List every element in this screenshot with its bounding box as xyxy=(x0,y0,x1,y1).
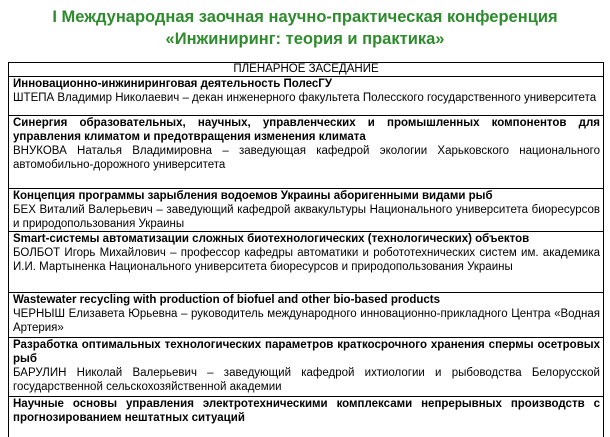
conference-title-line1: I Международная заочная научно-практическая конференция xyxy=(52,8,558,26)
talk-row xyxy=(9,232,603,293)
talk-title: Инновационно-инжиниринговая деятельность ПолесГУ xyxy=(13,78,332,90)
talk-row xyxy=(9,189,603,232)
talk-row xyxy=(9,77,603,116)
talk-title: Научные основы управления электротехническими комплексами непрерывных производств с прогнозированием нештатных ситуаций xyxy=(13,398,600,424)
talk-speaker: ВНУКОВА Наталья Владимировна – заведующая кафедрой экологии Харьковского национального автомобильно-дорожного университета xyxy=(13,145,600,171)
talk-title: Разработка оптимальных технологических параметров краткосрочного хранения спермы осетровых рыб xyxy=(13,339,600,365)
talk-speaker: БОЛБОТ Игорь Михайлович – профессор кафедры автоматики и робототехнических систем им. академика И.И. Мартыненка Национального университета биоресурсов и природопользования Украины xyxy=(13,247,600,273)
talk-title: Синергия образовательных, научных, управленческих и промышленных компонентов для управления климатом и предотвращения изменения климата xyxy=(13,117,600,143)
plenary-program-table xyxy=(8,62,604,437)
talk-title: Smart-системы автоматизации сложных биотехнологических (технологических) объектов xyxy=(13,233,530,245)
talk-row xyxy=(9,338,603,397)
conference-title-line2: «Инжиниринг: теория и практика» xyxy=(165,30,445,48)
talk-title: Концепция программы зарыбления водоемов Украины аборигенными видами рыб xyxy=(13,190,493,202)
talk-speaker: БАРУЛИН Николай Валерьевич – заведующий кафедрой ихтиологии и рыбоводства Белорусской государственной сельскохозяйственной академии xyxy=(13,367,600,393)
talk-row xyxy=(9,397,603,437)
talk-row xyxy=(9,293,603,338)
talk-speaker: БЕХ Виталий Валерьевич – заведующий кафедрой аквакультуры Национального университета биоресурсов и природопользования Украины xyxy=(13,204,600,230)
talk-row xyxy=(9,116,603,189)
talk-title: Wastewater recycling with production of biofuel and other bio-based products xyxy=(13,294,441,306)
talk-speaker: ЧЕРНЫШ Елизавета Юрьевна – руководитель международного инновационно-прикладного Центра «Водная Артерия» xyxy=(13,308,600,334)
conference-header xyxy=(0,0,610,50)
session-title: ПЛЕНАРНОЕ ЗАСЕДАНИЕ xyxy=(9,63,603,77)
talk-speaker: ШТЕПА Владимир Николаевич – декан инженерного факультета Полесского государственного университета xyxy=(13,92,597,104)
